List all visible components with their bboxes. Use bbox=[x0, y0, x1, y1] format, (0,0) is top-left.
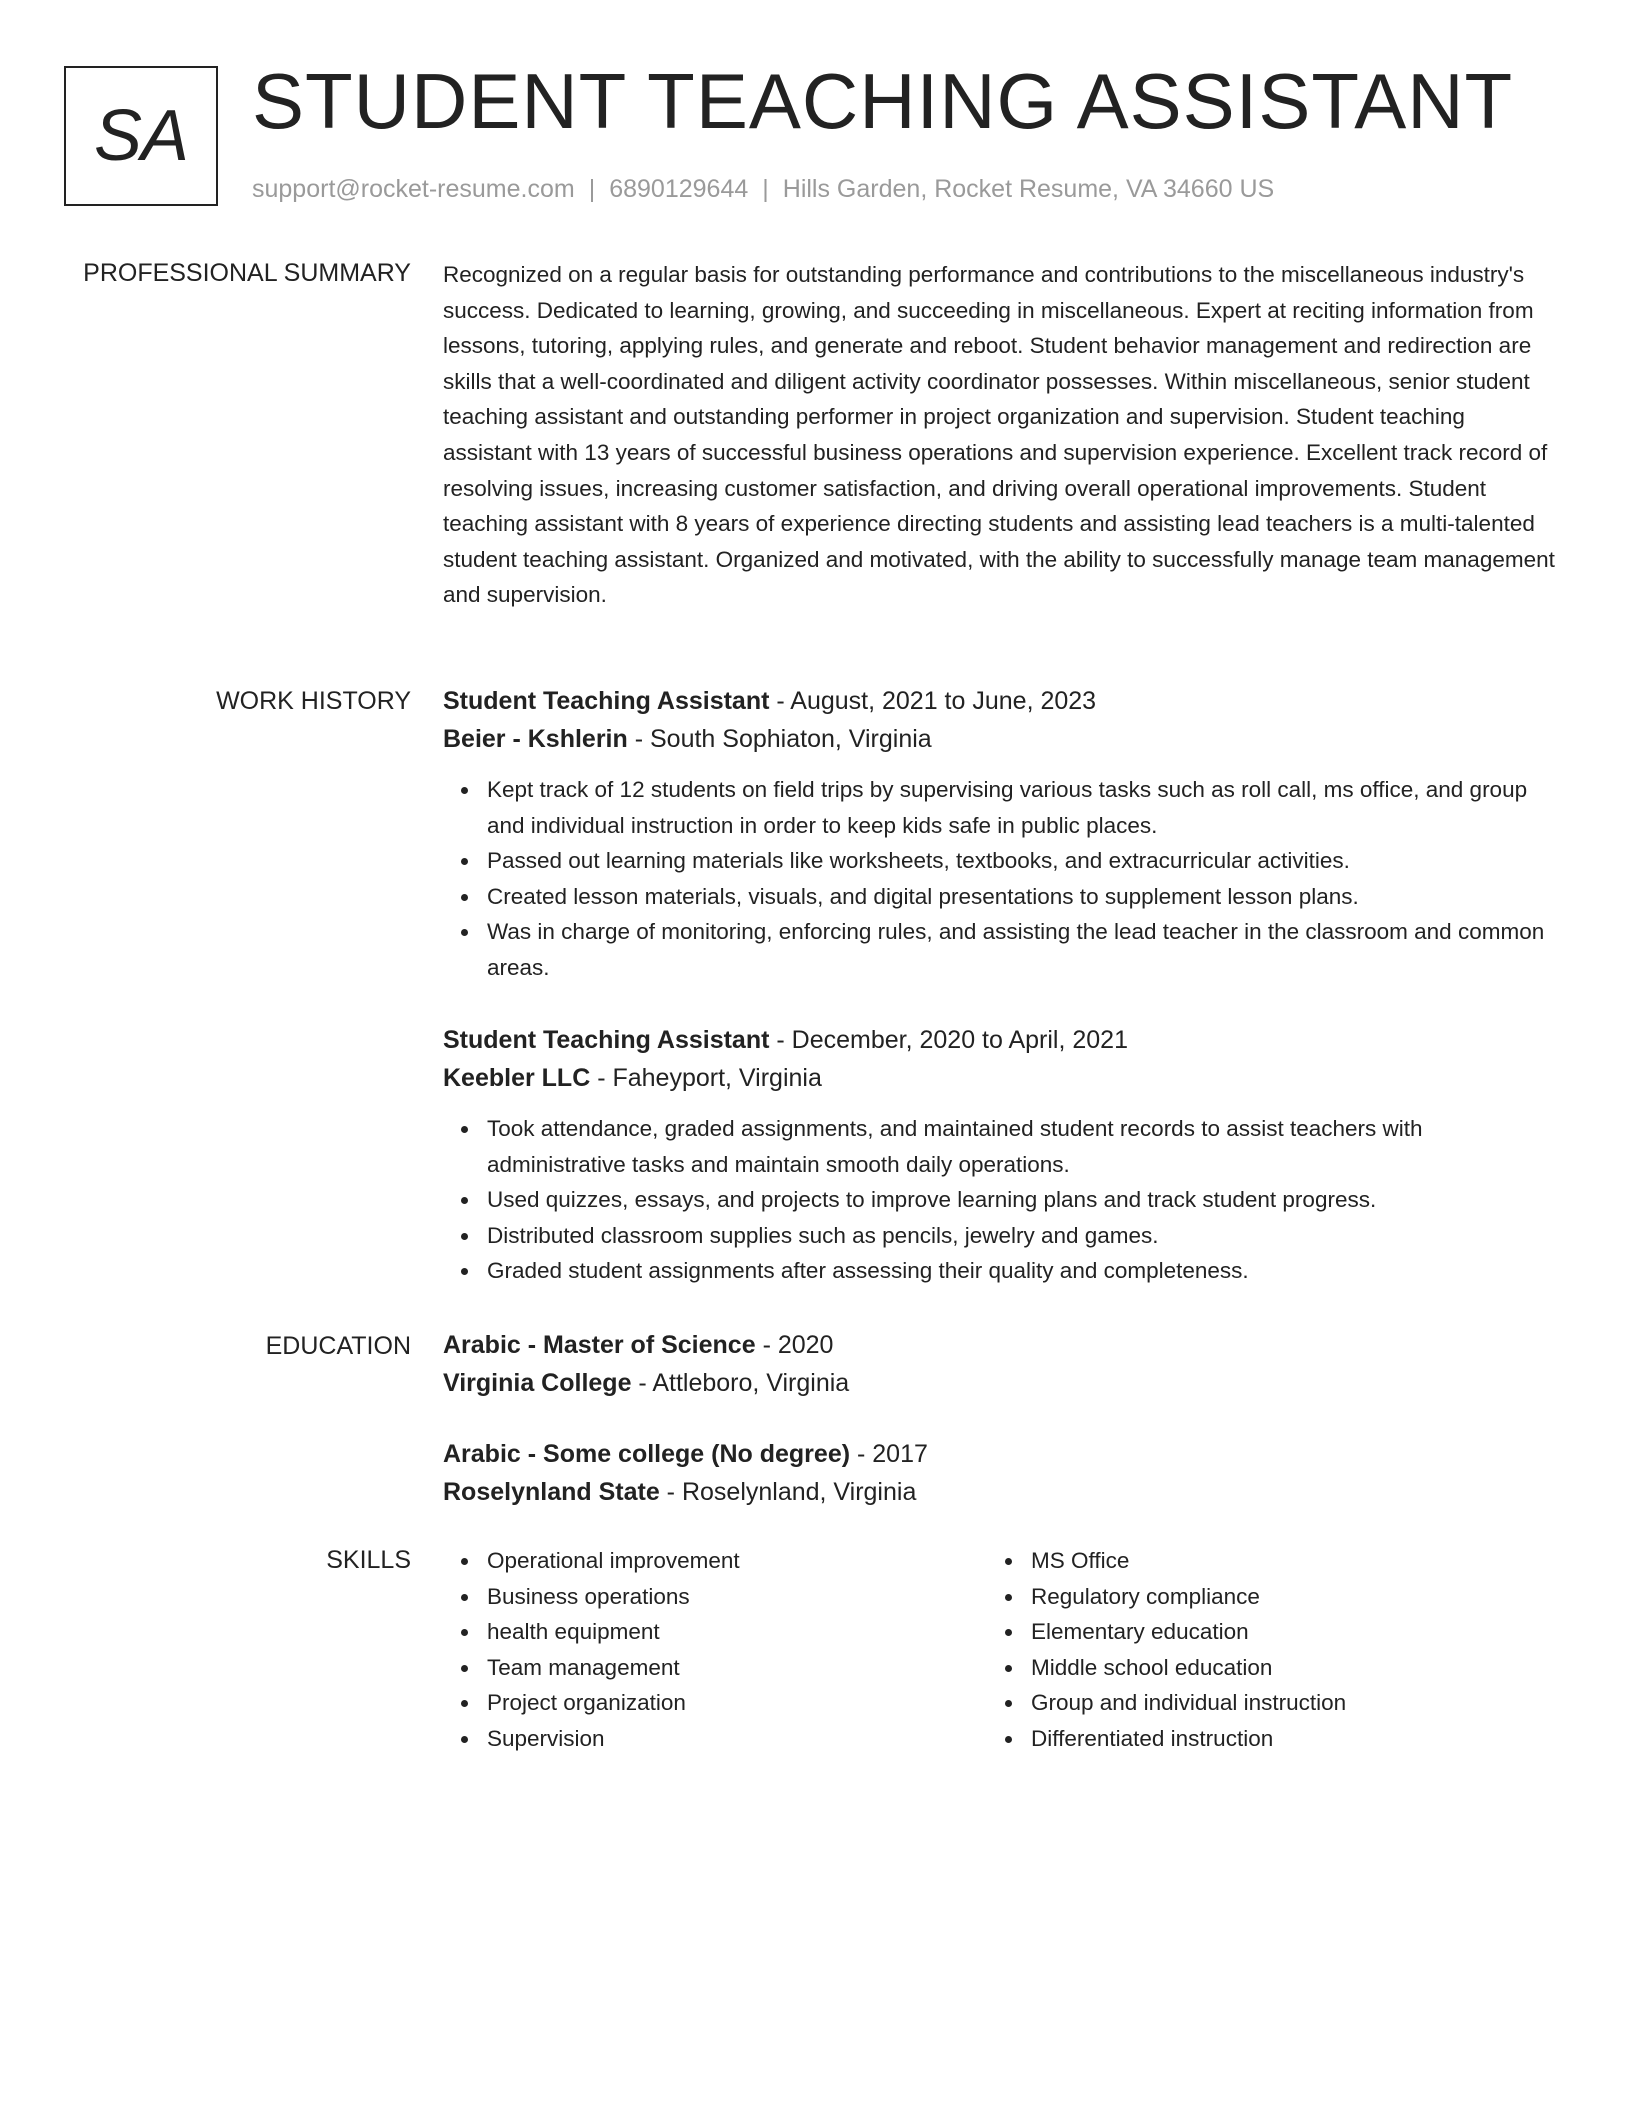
monogram-logo: SA bbox=[64, 66, 218, 206]
job-bullets bbox=[443, 772, 1558, 986]
job-bullet: Kept track of 12 students on field trips by supervising various tasks such as roll call, ms office, and group and individual instruction in order to keep kids safe in public places. bbox=[487, 772, 1558, 843]
education-location: - Attleboro, Virginia bbox=[631, 1369, 850, 1397]
skills-grid bbox=[443, 1543, 1558, 1783]
job-title: Student Teaching Assistant bbox=[443, 687, 770, 715]
skill-item: MS Office bbox=[1031, 1543, 1346, 1579]
skill-item: Differentiated instruction bbox=[1031, 1721, 1346, 1757]
skills-list bbox=[987, 1543, 1346, 1757]
job-bullet: Took attendance, graded assignments, and maintained student records to assist teachers with administrative tasks and maintain smooth daily operations. bbox=[487, 1111, 1558, 1182]
skill-item: Middle school education bbox=[1031, 1650, 1346, 1686]
job-dates: - August, 2021 to June, 2023 bbox=[769, 687, 1097, 715]
education-degree-line bbox=[443, 1435, 1558, 1473]
candidate-title: STUDENT TEACHING ASSISTANT bbox=[252, 57, 1514, 145]
contact-address: Hills Garden, Rocket Resume, VA 34660 US bbox=[782, 175, 1275, 203]
job-location: - South Sophiaton, Virginia bbox=[627, 725, 932, 753]
education-entry bbox=[443, 1326, 1558, 1402]
skill-item: Operational improvement bbox=[487, 1543, 740, 1579]
job-bullets bbox=[443, 1111, 1558, 1289]
job-bullet: Used quizzes, essays, and projects to improve learning plans and track student progress. bbox=[487, 1182, 1558, 1218]
job-entry bbox=[443, 682, 1558, 986]
job-title-line bbox=[443, 1021, 1558, 1059]
education-school: Virginia College bbox=[443, 1369, 632, 1397]
contact-separator: | bbox=[588, 175, 596, 203]
education-entry bbox=[443, 1435, 1558, 1511]
education-school-line bbox=[443, 1364, 1558, 1402]
skill-item: Team management bbox=[487, 1650, 740, 1686]
contact-email: support@rocket-resume.com bbox=[252, 175, 575, 203]
skills-column-left bbox=[443, 1543, 740, 1757]
education-degree: Arabic - Master of Science bbox=[443, 1331, 756, 1359]
section-label-summary: PROFESSIONAL SUMMARY bbox=[83, 259, 411, 287]
summary-text: Recognized on a regular basis for outstanding performance and contributions to the miscellaneous industry's success. Dedicated to learning, growing, and succeeding in miscellaneous. Expert at reciting information from lessons, tutoring, applying rules, and generate and reboot. Student behavior management and redirection are skills that a well-coordinated and diligent activity coordinator possesses. Within miscellaneous, senior student teaching assistant and outstanding performer in project organization and supervision. Student teaching assistant with 13 years of successful business operations and supervision experience. Excellent track record of resolving issues, increasing customer satisfaction, and driving overall operational improvements. Student teaching assistant with 8 years of experience directing students and assisting lead teachers is a multi-talented student teaching assistant. Organized and motivated, with the ability to successfully manage team management and supervision. bbox=[443, 262, 1555, 608]
skill-item: health equipment bbox=[487, 1614, 740, 1650]
job-company: Beier - Kshlerin bbox=[443, 725, 628, 753]
skill-item: Supervision bbox=[487, 1721, 740, 1757]
section-label-education: EDUCATION bbox=[265, 1332, 411, 1360]
job-entry bbox=[443, 1021, 1558, 1289]
skill-item: Elementary education bbox=[1031, 1614, 1346, 1650]
education-year: - 2017 bbox=[850, 1440, 928, 1468]
contact-phone: 6890129644 bbox=[609, 175, 749, 203]
contact-line bbox=[252, 174, 1274, 204]
section-label-work-history: WORK HISTORY bbox=[216, 687, 411, 715]
education-school-line bbox=[443, 1473, 1558, 1511]
skill-item: Group and individual instruction bbox=[1031, 1685, 1346, 1721]
job-company: Keebler LLC bbox=[443, 1064, 591, 1092]
skills-column-right bbox=[987, 1543, 1346, 1757]
job-dates: - December, 2020 to April, 2021 bbox=[769, 1026, 1128, 1054]
education-degree: Arabic - Some college (No degree) bbox=[443, 1440, 851, 1468]
section-label-skills: SKILLS bbox=[326, 1546, 411, 1574]
skill-item: Business operations bbox=[487, 1579, 740, 1615]
skill-item: Regulatory compliance bbox=[1031, 1579, 1346, 1615]
contact-separator: | bbox=[762, 175, 769, 203]
job-title-line bbox=[443, 682, 1558, 720]
skills-list bbox=[443, 1543, 740, 1757]
job-company-line bbox=[443, 720, 1558, 758]
education-location: - Roselynland, Virginia bbox=[659, 1478, 917, 1506]
job-bullet: Created lesson materials, visuals, and digital presentations to supplement lesson plans. bbox=[487, 879, 1558, 915]
job-bullet: Graded student assignments after assessing their quality and completeness. bbox=[487, 1253, 1558, 1289]
job-title: Student Teaching Assistant bbox=[443, 1026, 770, 1054]
job-bullet: Distributed classroom supplies such as pencils, jewelry and games. bbox=[487, 1218, 1558, 1254]
skill-item: Project organization bbox=[487, 1685, 740, 1721]
job-company-line bbox=[443, 1059, 1558, 1097]
education-year: - 2020 bbox=[755, 1331, 834, 1359]
education-school: Roselynland State bbox=[443, 1478, 660, 1506]
education-degree-line bbox=[443, 1326, 1558, 1364]
job-bullet: Was in charge of monitoring, enforcing rules, and assisting the lead teacher in the classroom and common areas. bbox=[487, 914, 1558, 985]
job-location: - Faheyport, Virginia bbox=[590, 1064, 822, 1092]
job-bullet: Passed out learning materials like worksheets, textbooks, and extracurricular activities. bbox=[487, 843, 1558, 879]
